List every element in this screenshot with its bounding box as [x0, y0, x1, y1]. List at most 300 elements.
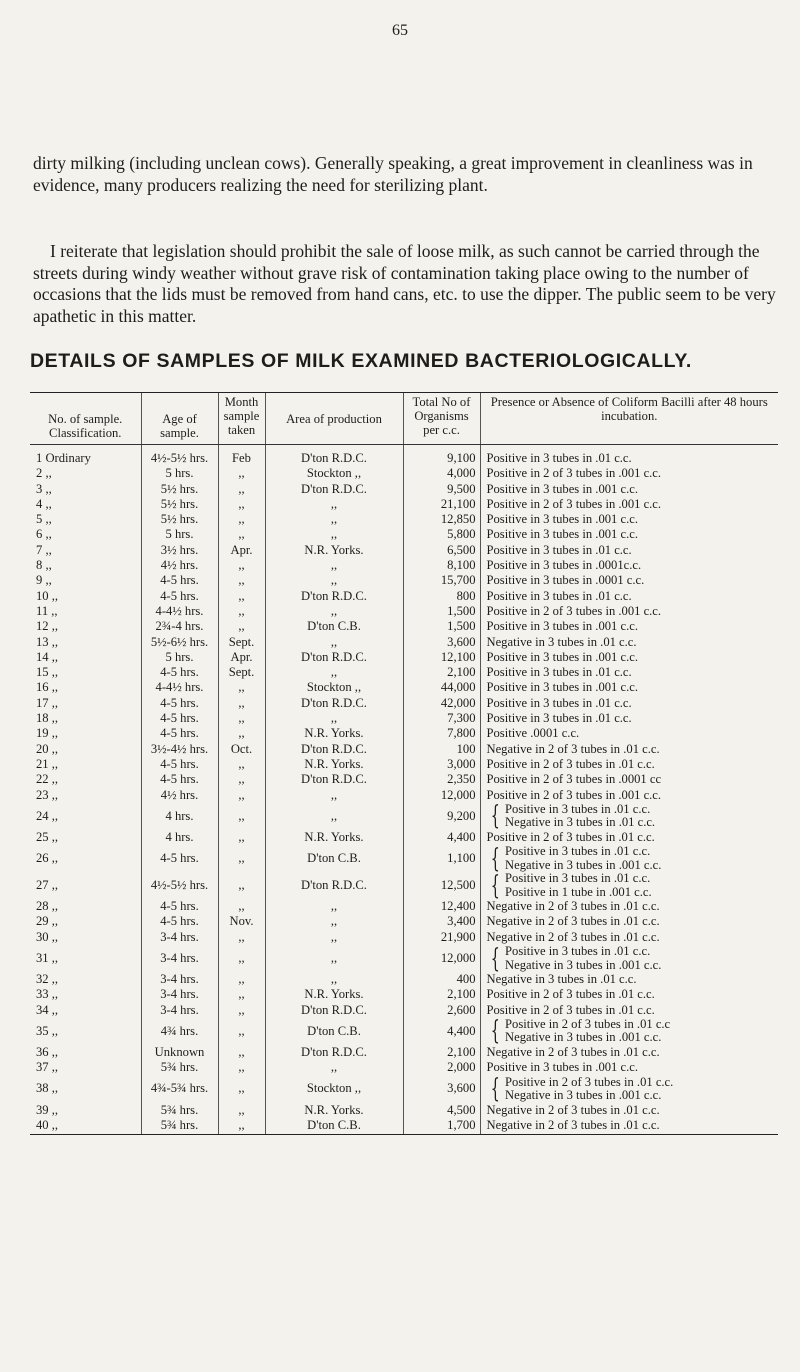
coliform-presence-cell: Negative in 3 tubes in .01 c.c. — [480, 635, 778, 650]
coliform-presence-cell: Negative in 2 of 3 tubes in .01 c.c. — [480, 1118, 778, 1134]
sample-number-cell: 21 ,, — [36, 756, 59, 771]
table-row — [30, 635, 778, 650]
area-cell: ,, — [265, 497, 403, 512]
age-cell: 5 hrs. — [141, 527, 218, 542]
coliform-presence-cell: Positive in 3 tubes in .001 c.c. — [480, 650, 778, 665]
age-cell: Unknown — [141, 1045, 218, 1060]
sample-number-cell: 23 ,, — [36, 787, 59, 802]
total-organisms-cell: 100 — [403, 742, 480, 757]
table-row — [30, 466, 778, 481]
month-cell: Oct. — [218, 742, 265, 757]
coliform-presence-cell: Positive in 3 tubes in .01 c.c. — [480, 696, 778, 711]
month-cell: ,, — [218, 527, 265, 542]
result-line: Positive in 1 tube in .001 c.c. — [505, 884, 652, 899]
area-cell: ,, — [265, 527, 403, 542]
month-cell: ,, — [218, 619, 265, 634]
brace-glyph: { — [490, 870, 500, 901]
total-organisms-cell: 3,400 — [403, 914, 480, 929]
table-row — [30, 742, 778, 757]
month-cell: ,, — [218, 830, 265, 845]
month-cell: Nov. — [218, 914, 265, 929]
total-organisms-cell: 15,700 — [403, 573, 480, 588]
month-cell: ,, — [218, 680, 265, 695]
age-cell: 5¾ hrs. — [141, 1118, 218, 1134]
total-organisms-cell: 1,700 — [403, 1118, 480, 1134]
total-organisms-cell: 12,400 — [403, 899, 480, 914]
result-line: Negative in 3 tubes in .01 c.c. — [505, 815, 656, 830]
brace-glyph: { — [490, 843, 500, 874]
coliform-presence-cell: Negative in 3 tubes in .01 c.c. — [480, 972, 778, 987]
table-row — [30, 1003, 778, 1018]
sample-number-cell: 26 ,, — [36, 850, 59, 865]
sample-number-cell: 27 ,, — [36, 877, 59, 892]
month-cell: ,, — [218, 711, 265, 726]
coliform-presence-cell — [480, 872, 778, 899]
total-organisms-cell: 4,000 — [403, 466, 480, 481]
coliform-presence-cell — [480, 845, 778, 872]
area-cell: N.R. Yorks. — [265, 757, 403, 772]
header-sample-number: No. of sample. Classification. — [30, 393, 141, 445]
sample-number-cell: 9 ,, — [36, 573, 52, 588]
total-organisms-cell: 5,800 — [403, 527, 480, 542]
coliform-presence-cell — [480, 803, 778, 830]
coliform-presence-cell: Positive in 3 tubes in .001 c.c. — [480, 619, 778, 634]
area-cell: D'ton R.D.C. — [265, 872, 403, 899]
area-cell: D'ton R.D.C. — [265, 482, 403, 497]
coliform-presence-cell: Positive in 2 of 3 tubes in .01 c.c. — [480, 1003, 778, 1018]
coliform-presence-cell: Positive in 2 of 3 tubes in .0001 cc — [480, 772, 778, 787]
coliform-presence-cell: Positive in 3 tubes in .001 c.c. — [480, 512, 778, 527]
age-cell: 2¾-4 hrs. — [141, 619, 218, 634]
total-organisms-cell: 9,500 — [403, 482, 480, 497]
total-organisms-cell: 44,000 — [403, 680, 480, 695]
coliform-presence-cell: Negative in 2 of 3 tubes in .01 c.c. — [480, 1103, 778, 1118]
age-cell: 4½ hrs. — [141, 788, 218, 803]
sample-number-cell: 20 ,, — [36, 741, 59, 756]
sample-number-cell: 40 ,, — [36, 1117, 59, 1132]
total-organisms-cell: 1,500 — [403, 619, 480, 634]
area-cell: ,, — [265, 788, 403, 803]
month-cell: ,, — [218, 872, 265, 899]
month-cell: ,, — [218, 1103, 265, 1118]
month-cell: ,, — [218, 788, 265, 803]
month-cell: ,, — [218, 726, 265, 741]
age-cell: 4-5 hrs. — [141, 573, 218, 588]
area-cell: D'ton C.B. — [265, 845, 403, 872]
sample-number-cell: 13 ,, — [36, 634, 59, 649]
age-cell: 5½ hrs. — [141, 497, 218, 512]
sample-number-cell: 6 ,, — [36, 527, 52, 542]
area-cell: D'ton C.B. — [265, 619, 403, 634]
age-cell: 4-5 hrs. — [141, 726, 218, 741]
area-cell: ,, — [265, 914, 403, 929]
sample-number-cell: 11 ,, — [36, 603, 58, 618]
area-cell: D'ton R.D.C. — [265, 1045, 403, 1060]
total-organisms-cell: 2,000 — [403, 1060, 480, 1075]
sample-number-cell: 8 ,, — [36, 558, 52, 573]
table-row — [30, 543, 778, 558]
sample-number-cell: 25 ,, — [36, 829, 59, 844]
coliform-presence-cell: Positive in 2 of 3 tubes in .01 c.c. — [480, 987, 778, 1002]
area-cell: N.R. Yorks. — [265, 1103, 403, 1118]
result-line: Negative in 3 tubes in .001 c.c. — [505, 857, 662, 872]
age-cell: 4 hrs. — [141, 830, 218, 845]
sample-number-cell: 35 ,, — [36, 1023, 59, 1038]
dual-result — [487, 1076, 776, 1103]
sample-number-cell: 1 Ordinary — [36, 451, 91, 465]
coliform-presence-cell: Negative in 2 of 3 tubes in .01 c.c. — [480, 742, 778, 757]
total-organisms-cell: 1,100 — [403, 845, 480, 872]
table-row — [30, 665, 778, 680]
total-organisms-cell: 3,000 — [403, 757, 480, 772]
dual-result-lines — [505, 1018, 670, 1045]
table-row — [30, 872, 778, 899]
samples-table-container — [30, 392, 778, 1135]
sample-number-cell: 3 ,, — [36, 481, 52, 496]
month-cell: ,, — [218, 482, 265, 497]
sample-number-cell: 28 ,, — [36, 899, 59, 914]
result-line: Negative in 3 tubes in .001 c.c. — [505, 1030, 662, 1045]
area-cell: D'ton C.B. — [265, 1118, 403, 1134]
age-cell: 4-5 hrs. — [141, 914, 218, 929]
total-organisms-cell: 12,850 — [403, 512, 480, 527]
month-cell: Feb — [218, 445, 265, 467]
coliform-presence-cell: Positive in 3 tubes in .001 c.c. — [480, 680, 778, 695]
table-row — [30, 619, 778, 634]
coliform-presence-cell: Positive in 3 tubes in .01 c.c. — [480, 589, 778, 604]
coliform-presence-cell: Positive .0001 c.c. — [480, 726, 778, 741]
header-area: Area of production — [265, 393, 403, 445]
area-cell: ,, — [265, 930, 403, 945]
coliform-presence-cell: Positive in 2 of 3 tubes in .01 c.c. — [480, 830, 778, 845]
coliform-presence-cell: Negative in 2 of 3 tubes in .01 c.c. — [480, 1045, 778, 1060]
sample-number-cell: 19 ,, — [36, 726, 59, 741]
table-row — [30, 1103, 778, 1118]
age-cell: 4-5 hrs. — [141, 665, 218, 680]
total-organisms-cell: 21,900 — [403, 930, 480, 945]
area-cell: D'ton R.D.C. — [265, 772, 403, 787]
age-cell: 4¾ hrs. — [141, 1018, 218, 1045]
total-organisms-cell: 42,000 — [403, 696, 480, 711]
sample-number-cell: 16 ,, — [36, 680, 59, 695]
brace-glyph: { — [490, 1074, 500, 1104]
area-cell: ,, — [265, 972, 403, 987]
total-organisms-cell: 2,100 — [403, 665, 480, 680]
dual-result-lines — [505, 1076, 673, 1103]
table-row — [30, 1076, 778, 1103]
area-cell: ,, — [265, 604, 403, 619]
age-cell: 3-4 hrs. — [141, 1003, 218, 1018]
result-line: Positive in 3 tubes in .01 c.c. — [505, 944, 651, 959]
table-header-row — [30, 393, 778, 445]
table-row — [30, 589, 778, 604]
result-line: Positive in 3 tubes in .01 c.c. — [505, 801, 651, 816]
total-organisms-cell: 2,100 — [403, 1045, 480, 1060]
table-row — [30, 680, 778, 695]
age-cell: 4-5 hrs. — [141, 772, 218, 787]
age-cell: 4¾-5¾ hrs. — [141, 1076, 218, 1103]
table-row — [30, 930, 778, 945]
total-organisms-cell: 12,100 — [403, 650, 480, 665]
month-cell: Sept. — [218, 665, 265, 680]
coliform-presence-cell — [480, 945, 778, 972]
month-cell: ,, — [218, 573, 265, 588]
header-coliform-presence: Presence or Absence of Coliform Bacilli after 48 hours incubation. — [480, 393, 778, 445]
month-cell: ,, — [218, 1060, 265, 1075]
table-row — [30, 696, 778, 711]
coliform-presence-cell: Positive in 3 tubes in .01 c.c. — [480, 665, 778, 680]
age-cell: 5 hrs. — [141, 650, 218, 665]
table-row — [30, 573, 778, 588]
month-cell: ,, — [218, 803, 265, 830]
sample-number-cell: 7 ,, — [36, 542, 52, 557]
area-cell: N.R. Yorks. — [265, 726, 403, 741]
result-line: Negative in 3 tubes in .001 c.c. — [505, 957, 662, 972]
table-row — [30, 482, 778, 497]
total-organisms-cell: 4,400 — [403, 1018, 480, 1045]
total-organisms-cell: 2,600 — [403, 1003, 480, 1018]
sample-number-cell: 34 ,, — [36, 1002, 59, 1017]
age-cell: 3-4 hrs. — [141, 972, 218, 987]
month-cell: ,, — [218, 466, 265, 481]
age-cell: 5¾ hrs. — [141, 1103, 218, 1118]
month-cell: ,, — [218, 772, 265, 787]
area-cell: ,, — [265, 635, 403, 650]
table-row — [30, 527, 778, 542]
coliform-presence-cell: Positive in 3 tubes in .001 c.c. — [480, 482, 778, 497]
table-row — [30, 1060, 778, 1075]
sample-number-cell: 12 ,, — [36, 619, 59, 634]
area-cell: N.R. Yorks. — [265, 543, 403, 558]
area-cell: ,, — [265, 665, 403, 680]
month-cell: ,, — [218, 512, 265, 527]
coliform-presence-cell: Positive in 2 of 3 tubes in .001 c.c. — [480, 788, 778, 803]
sample-number-cell: 5 ,, — [36, 512, 52, 527]
coliform-presence-cell: Positive in 2 of 3 tubes in .01 c.c. — [480, 757, 778, 772]
total-organisms-cell: 9,200 — [403, 803, 480, 830]
sample-number-cell: 2 ,, — [36, 466, 52, 481]
table-row — [30, 914, 778, 929]
total-organisms-cell: 4,400 — [403, 830, 480, 845]
result-line: Positive in 3 tubes in .01 c.c. — [505, 844, 651, 859]
table-row — [30, 650, 778, 665]
table-row — [30, 1045, 778, 1060]
total-organisms-cell: 2,350 — [403, 772, 480, 787]
table-row — [30, 1018, 778, 1045]
total-organisms-cell: 9,100 — [403, 445, 480, 467]
area-cell: Stockton ,, — [265, 1076, 403, 1103]
area-cell: D'ton R.D.C. — [265, 742, 403, 757]
total-organisms-cell: 6,500 — [403, 543, 480, 558]
coliform-presence-cell: Positive in 3 tubes in .01 c.c. — [480, 445, 778, 467]
section-heading: DETAILS OF SAMPLES OF MILK EXAMINED BACTERIOLOGICALLY. — [30, 350, 692, 372]
area-cell: D'ton R.D.C. — [265, 445, 403, 467]
month-cell: ,, — [218, 558, 265, 573]
area-cell: ,, — [265, 512, 403, 527]
paragraph-legislation — [33, 241, 778, 327]
samples-table — [30, 393, 778, 1134]
table-row — [30, 604, 778, 619]
area-cell: N.R. Yorks. — [265, 830, 403, 845]
sample-number-cell: 33 ,, — [36, 987, 59, 1002]
area-cell: D'ton C.B. — [265, 1018, 403, 1045]
dual-result — [487, 872, 776, 899]
coliform-presence-cell — [480, 1018, 778, 1045]
month-cell: Sept. — [218, 635, 265, 650]
paragraph-continuation: dirty milking (including unclean cows). Generally speaking, a great improvement in cleanliness was in evidence, many producers realizing the need for sterilizing plant. — [33, 153, 753, 195]
area-cell: D'ton R.D.C. — [265, 589, 403, 604]
total-organisms-cell: 21,100 — [403, 497, 480, 512]
age-cell: 4 hrs. — [141, 803, 218, 830]
month-cell: ,, — [218, 1018, 265, 1045]
age-cell: 5½ hrs. — [141, 512, 218, 527]
age-cell: 4-5 hrs. — [141, 589, 218, 604]
header-total-organisms: Total No of Organisms per c.c. — [403, 393, 480, 445]
sample-number-cell: 37 ,, — [36, 1060, 59, 1075]
total-organisms-cell: 1,500 — [403, 604, 480, 619]
coliform-presence-cell: Positive in 3 tubes in .001 c.c. — [480, 1060, 778, 1075]
dual-result-lines — [505, 872, 652, 899]
area-cell: Stockton ,, — [265, 680, 403, 695]
dual-result-lines — [505, 845, 661, 872]
table-row — [30, 803, 778, 830]
result-line: Positive in 2 of 3 tubes in .01 c.c — [505, 1016, 671, 1031]
sample-number-cell: 36 ,, — [36, 1044, 59, 1059]
page-number: 65 — [392, 22, 408, 39]
table-row — [30, 1118, 778, 1134]
total-organisms-cell: 12,500 — [403, 872, 480, 899]
table-row — [30, 445, 778, 467]
brace-glyph: { — [490, 801, 500, 832]
area-cell: D'ton R.D.C. — [265, 650, 403, 665]
sample-number-cell: 32 ,, — [36, 972, 59, 987]
total-organisms-cell: 8,100 — [403, 558, 480, 573]
age-cell: 4-5 hrs. — [141, 696, 218, 711]
age-cell: 5½ hrs. — [141, 482, 218, 497]
month-cell: ,, — [218, 1118, 265, 1134]
age-cell: 4½-5½ hrs. — [141, 445, 218, 467]
sample-number-cell: 14 ,, — [36, 649, 59, 664]
sample-number-cell: 31 ,, — [36, 950, 59, 965]
coliform-presence-cell: Negative in 2 of 3 tubes in .01 c.c. — [480, 899, 778, 914]
age-cell: 3-4 hrs. — [141, 987, 218, 1002]
dual-result-lines — [505, 945, 661, 972]
month-cell: Apr. — [218, 543, 265, 558]
sample-number-cell: 22 ,, — [36, 772, 59, 787]
area-cell: Stockton ,, — [265, 466, 403, 481]
coliform-presence-cell: Positive in 3 tubes in .01 c.c. — [480, 543, 778, 558]
age-cell: 3½ hrs. — [141, 543, 218, 558]
month-cell: ,, — [218, 1045, 265, 1060]
total-organisms-cell: 12,000 — [403, 945, 480, 972]
month-cell: ,, — [218, 845, 265, 872]
month-cell: ,, — [218, 589, 265, 604]
result-line: Positive in 3 tubes in .01 c.c. — [505, 871, 651, 886]
table-row — [30, 788, 778, 803]
table-row — [30, 972, 778, 987]
total-organisms-cell: 12,000 — [403, 788, 480, 803]
total-organisms-cell: 7,800 — [403, 726, 480, 741]
age-cell: 5¾ hrs. — [141, 1060, 218, 1075]
month-cell: ,, — [218, 757, 265, 772]
sample-number-cell: 18 ,, — [36, 711, 59, 726]
table-row — [30, 845, 778, 872]
area-cell: ,, — [265, 558, 403, 573]
age-cell: 4-5 hrs. — [141, 711, 218, 726]
coliform-presence-cell: Negative in 2 of 3 tubes in .01 c.c. — [480, 930, 778, 945]
sample-number-cell: 38 ,, — [36, 1081, 59, 1096]
header-month: Month sample taken — [218, 393, 265, 445]
sample-number-cell: 17 ,, — [36, 695, 59, 710]
table-body — [30, 445, 778, 1135]
table-row — [30, 497, 778, 512]
brace-glyph: { — [490, 943, 500, 974]
age-cell: 4-5 hrs. — [141, 845, 218, 872]
table-row — [30, 772, 778, 787]
area-cell: ,, — [265, 803, 403, 830]
age-cell: 4-4½ hrs. — [141, 604, 218, 619]
coliform-presence-cell: Positive in 3 tubes in .0001 c.c. — [480, 573, 778, 588]
dual-result-lines — [505, 803, 655, 830]
month-cell: ,, — [218, 899, 265, 914]
age-cell: 4-4½ hrs. — [141, 680, 218, 695]
age-cell: 4½-5½ hrs. — [141, 872, 218, 899]
header-age: Age of sample. — [141, 393, 218, 445]
dual-result — [487, 945, 776, 972]
age-cell: 3-4 hrs. — [141, 930, 218, 945]
result-line: Positive in 2 of 3 tubes in .01 c.c. — [505, 1074, 674, 1089]
total-organisms-cell: 400 — [403, 972, 480, 987]
sample-number-cell: 30 ,, — [36, 929, 59, 944]
table-row — [30, 899, 778, 914]
table-row — [30, 711, 778, 726]
area-cell: N.R. Yorks. — [265, 987, 403, 1002]
total-organisms-cell: 3,600 — [403, 1076, 480, 1103]
age-cell: 4-5 hrs. — [141, 899, 218, 914]
table-row — [30, 558, 778, 573]
age-cell: 4½ hrs. — [141, 558, 218, 573]
area-cell: D'ton R.D.C. — [265, 696, 403, 711]
month-cell: ,, — [218, 987, 265, 1002]
coliform-presence-cell: Positive in 3 tubes in .001 c.c. — [480, 527, 778, 542]
paragraph-legislation-text: I reiterate that legislation should prohibit the sale of loose milk, as such cannot be carried through the streets during windy weather without grave risk of contamination taking place owing to the number of occasions that the lids must be removed from hand cans, etc. to use the dipper. The public seem to be very apathetic in this matter. — [33, 241, 776, 326]
sample-number-cell: 10 ,, — [36, 588, 59, 603]
coliform-presence-cell: Positive in 2 of 3 tubes in .001 c.c. — [480, 466, 778, 481]
sample-number-cell: 39 ,, — [36, 1102, 59, 1117]
table-row — [30, 987, 778, 1002]
total-organisms-cell: 7,300 — [403, 711, 480, 726]
coliform-presence-cell: Positive in 2 of 3 tubes in .001 c.c. — [480, 497, 778, 512]
coliform-presence-cell: Negative in 2 of 3 tubes in .01 c.c. — [480, 914, 778, 929]
area-cell: ,, — [265, 573, 403, 588]
month-cell: ,, — [218, 497, 265, 512]
age-cell: 5½-6½ hrs. — [141, 635, 218, 650]
sample-number-cell: 29 ,, — [36, 914, 59, 929]
result-line: Negative in 3 tubes in .001 c.c. — [505, 1088, 662, 1102]
coliform-presence-cell: Positive in 3 tubes in .0001c.c. — [480, 558, 778, 573]
total-organisms-cell: 4,500 — [403, 1103, 480, 1118]
month-cell: ,, — [218, 696, 265, 711]
month-cell: ,, — [218, 1076, 265, 1103]
age-cell: 3½-4½ hrs. — [141, 742, 218, 757]
table-row — [30, 726, 778, 741]
age-cell: 3-4 hrs. — [141, 945, 218, 972]
area-cell: ,, — [265, 899, 403, 914]
month-cell: ,, — [218, 604, 265, 619]
area-cell: ,, — [265, 945, 403, 972]
dual-result — [487, 803, 776, 830]
area-cell: D'ton R.D.C. — [265, 1003, 403, 1018]
